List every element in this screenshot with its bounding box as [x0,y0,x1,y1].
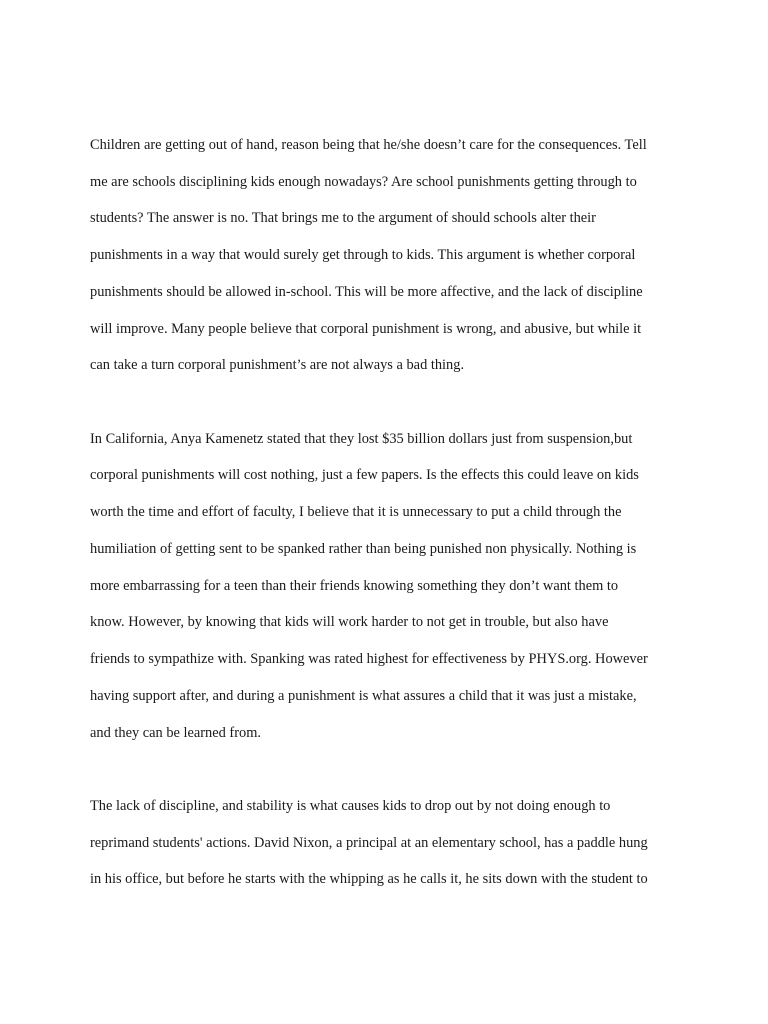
paragraph-2-line-4: humiliation of getting sent to be spanked rather than being punished non physically. Nothing is [90,541,637,557]
paragraph-2-line-6: know. However, by knowing that kids will work harder to not get in trouble, but also have [90,614,609,630]
paragraph-2-line-1: In California, Anya Kamenetz stated that they lost $35 billion dollars just from suspension,but [90,431,633,447]
paragraph-2-line-7: friends to sympathize with. Spanking was rated highest for effectiveness by PHYS.org. However [90,651,648,667]
paragraph-2-line-2: corporal punishments will cost nothing, just a few papers. Is the effects this could leave on kids [90,467,639,483]
paragraph-2-line-8: having support after, and during a punishment is what assures a child that it was just a mistake, [90,688,637,704]
paragraph-3-line-3: in his office, but before he starts with the whipping as he calls it, he sits down with the student to [90,871,648,887]
paragraph-3-line-2: reprimand students' actions. David Nixon, a principal at an elementary school, has a paddle hung [90,835,648,851]
paragraph-1-line-3: students? The answer is no. That brings me to the argument of should schools alter their [90,210,596,226]
paragraph-1-line-1: Children are getting out of hand, reason being that he/she doesn’t care for the consequences. Tell [90,137,647,153]
paragraph-1-line-2: me are schools disciplining kids enough nowadays? Are school punishments getting through to [90,174,637,190]
paragraph-2-line-5: more embarrassing for a teen than their friends knowing something they don’t want them to [90,578,619,594]
paragraph-1-line-6: will improve. Many people believe that corporal punishment is wrong, and abusive, but while it [90,321,642,337]
paragraph-1-line-7: can take a turn corporal punishment’s are not always a bad thing. [90,357,465,373]
paragraph-2-line-3: worth the time and effort of faculty, I believe that it is unnecessary to put a child through the [90,504,622,520]
paragraph-1-line-4: punishments in a way that would surely get through to kids. This argument is whether corporal [90,247,636,263]
paragraph-2-line-9: and they can be learned from. [90,725,262,741]
paragraph-1-line-5: punishments should be allowed in-school. This will be more affective, and the lack of discipline [90,284,643,300]
paragraph-3-line-1: The lack of discipline, and stability is what causes kids to drop out by not doing enough to [90,798,611,814]
